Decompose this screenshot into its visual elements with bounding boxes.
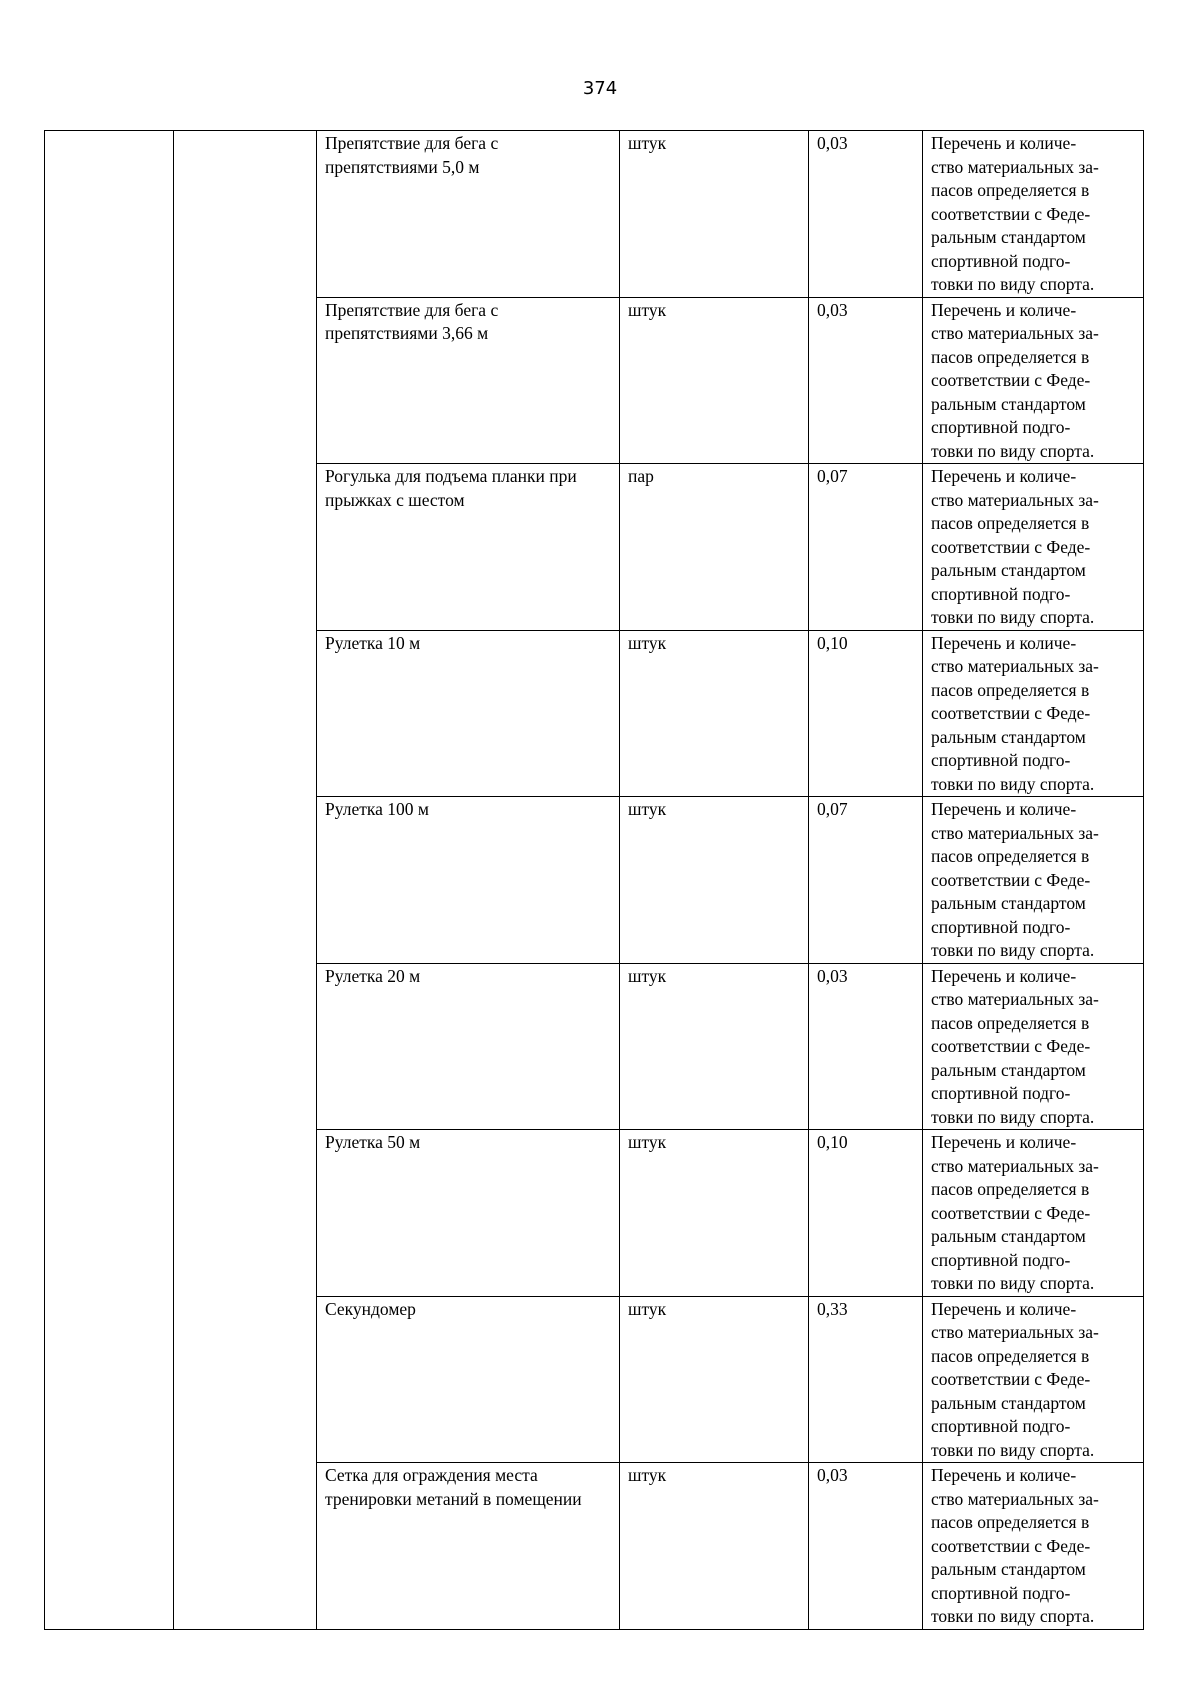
note-line: ство материальных за- xyxy=(931,1322,1099,1342)
empty-cell-section xyxy=(45,797,174,964)
note-cell xyxy=(923,630,1144,797)
unit-cell: штук xyxy=(620,963,809,1130)
note-line: соответствии с Феде- xyxy=(931,869,1091,890)
table-row xyxy=(45,1296,1144,1463)
note-line: соответствии с Феде- xyxy=(931,203,1091,224)
note-line: ральным стандартом xyxy=(931,1226,1086,1246)
empty-cell-subsection xyxy=(174,1463,317,1630)
note-line: ральным стандартом xyxy=(931,560,1086,580)
empty-cell-section xyxy=(45,963,174,1130)
page-number: 374 xyxy=(582,78,618,99)
note-cell xyxy=(923,1463,1144,1630)
note-cell xyxy=(923,797,1144,964)
note-line: ральным стандартом xyxy=(931,393,1086,414)
note-text xyxy=(931,299,1135,464)
unit-cell: штук xyxy=(620,1130,809,1297)
note-line: пасов определяется в xyxy=(931,1012,1090,1033)
note-line: Перечень и количе- xyxy=(931,799,1077,819)
quantity-cell: 0,07 xyxy=(809,464,923,631)
table-row xyxy=(45,797,1144,964)
note-line: пасов определяется в xyxy=(931,1179,1090,1199)
inventory-table xyxy=(44,130,1144,1630)
table-row xyxy=(45,464,1144,631)
note-line: ство материальных за- xyxy=(931,1488,1099,1509)
note-line: ральным стандартом xyxy=(931,1392,1086,1413)
note-line: ство материальных за- xyxy=(931,1155,1099,1176)
note-line: ство материальных за- xyxy=(931,656,1099,676)
note-text xyxy=(931,798,1135,963)
unit-cell: пар xyxy=(620,464,809,631)
note-line: пасов определяется в xyxy=(931,513,1090,533)
note-line: ральным стандартом xyxy=(931,893,1086,913)
note-line: Перечень и количе- xyxy=(931,466,1077,486)
note-line: Перечень и количе- xyxy=(931,1298,1077,1319)
table-row xyxy=(45,1463,1144,1630)
note-cell xyxy=(923,963,1144,1130)
note-cell xyxy=(923,1130,1144,1297)
unit-cell: штук xyxy=(620,797,809,964)
note-text xyxy=(931,1131,1135,1296)
item-name-cell: Препятствие для бега с препятствиями 3,66 м xyxy=(317,297,620,464)
empty-cell-section xyxy=(45,1463,174,1630)
note-line: ство материальных за- xyxy=(931,822,1099,843)
quantity-cell: 0,10 xyxy=(809,1130,923,1297)
empty-cell-section xyxy=(45,1296,174,1463)
unit-cell: штук xyxy=(620,297,809,464)
note-line: спортивной подго- xyxy=(931,1249,1071,1270)
note-line: Перечень и количе- xyxy=(931,965,1077,986)
item-name-cell: Препятствие для бега с препятствиями 5,0 м xyxy=(317,131,620,298)
quantity-cell: 0,33 xyxy=(809,1296,923,1463)
empty-cell-section xyxy=(45,630,174,797)
empty-cell-section xyxy=(45,297,174,464)
note-line: спортивной подго- xyxy=(931,1582,1071,1603)
note-line: спортивной подго- xyxy=(931,250,1071,271)
empty-cell-subsection xyxy=(174,1130,317,1297)
note-line: товки по виду спорта. xyxy=(931,773,1095,794)
note-line: товки по виду спорта. xyxy=(931,1106,1095,1127)
note-line: спортивной подго- xyxy=(931,417,1071,437)
note-text xyxy=(931,1298,1135,1463)
empty-cell-section xyxy=(45,1130,174,1297)
empty-cell-subsection xyxy=(174,1296,317,1463)
note-line: соответствии с Феде- xyxy=(931,1535,1091,1556)
table-row xyxy=(45,630,1144,797)
note-line: соответствии с Феде- xyxy=(931,1202,1091,1223)
unit-cell: штук xyxy=(620,630,809,797)
note-line: ство материальных за- xyxy=(931,323,1099,343)
note-cell xyxy=(923,464,1144,631)
note-line: пасов определяется в xyxy=(931,679,1090,700)
quantity-cell: 0,10 xyxy=(809,630,923,797)
note-line: пасов определяется в xyxy=(931,1512,1090,1532)
note-text xyxy=(931,965,1135,1130)
empty-cell-subsection xyxy=(174,630,317,797)
note-line: товки по виду спорта. xyxy=(931,607,1095,627)
note-line: спортивной подго- xyxy=(931,583,1071,604)
note-line: спортивной подго- xyxy=(931,750,1071,770)
note-text xyxy=(931,132,1135,297)
empty-cell-subsection xyxy=(174,297,317,464)
empty-cell-subsection xyxy=(174,797,317,964)
unit-cell: штук xyxy=(620,131,809,298)
note-line: ральным стандартом xyxy=(931,227,1086,247)
note-line: соответствии с Феде- xyxy=(931,1369,1091,1389)
note-text xyxy=(931,465,1135,630)
note-line: Перечень и количе- xyxy=(931,1465,1077,1485)
unit-cell: штук xyxy=(620,1296,809,1463)
table-row xyxy=(45,131,1144,298)
unit-cell: штук xyxy=(620,1463,809,1630)
note-line: спортивной подго- xyxy=(931,1416,1071,1436)
note-cell xyxy=(923,1296,1144,1463)
note-line: ральным стандартом xyxy=(931,726,1086,747)
note-line: ральным стандартом xyxy=(931,1059,1086,1080)
note-line: пасов определяется в xyxy=(931,346,1090,367)
note-line: ство материальных за- xyxy=(931,989,1099,1009)
note-line: соответствии с Феде- xyxy=(931,536,1091,557)
note-line: Перечень и количе- xyxy=(931,1132,1077,1152)
note-line: ство материальных за- xyxy=(931,156,1099,177)
item-name-cell: Рулетка 20 м xyxy=(317,963,620,1130)
note-line: товки по виду спорта. xyxy=(931,1273,1095,1293)
item-name-cell: Рулетка 10 м xyxy=(317,630,620,797)
item-name-cell: Рулетка 50 м xyxy=(317,1130,620,1297)
empty-cell-section xyxy=(45,131,174,298)
note-line: соответствии с Феде- xyxy=(931,703,1091,723)
quantity-cell: 0,03 xyxy=(809,963,923,1130)
quantity-cell: 0,03 xyxy=(809,131,923,298)
note-cell xyxy=(923,131,1144,298)
note-line: ство материальных за- xyxy=(931,489,1099,510)
table-row xyxy=(45,1130,1144,1297)
quantity-cell: 0,03 xyxy=(809,1463,923,1630)
table-row xyxy=(45,963,1144,1130)
note-line: соответствии с Феде- xyxy=(931,370,1091,390)
note-line: Перечень и количе- xyxy=(931,299,1077,320)
note-line: товки по виду спорта. xyxy=(931,1606,1095,1626)
item-name-cell: Рулетка 100 м xyxy=(317,797,620,964)
quantity-cell: 0,07 xyxy=(809,797,923,964)
note-line: товки по виду спорта. xyxy=(931,940,1095,960)
table-row xyxy=(45,297,1144,464)
note-line: соответствии с Феде- xyxy=(931,1036,1091,1056)
empty-cell-subsection xyxy=(174,464,317,631)
note-text xyxy=(931,632,1135,797)
note-line: Перечень и количе- xyxy=(931,632,1077,653)
note-text xyxy=(931,1464,1135,1629)
item-name-cell: Секундомер xyxy=(317,1296,620,1463)
note-line: спортивной подго- xyxy=(931,1083,1071,1103)
quantity-cell: 0,03 xyxy=(809,297,923,464)
note-line: товки по виду спорта. xyxy=(931,274,1095,294)
note-line: товки по виду спорта. xyxy=(931,440,1095,461)
item-name-cell: Рогулька для подъема планки при прыжках с шестом xyxy=(317,464,620,631)
note-line: ральным стандартом xyxy=(931,1559,1086,1579)
empty-cell-subsection xyxy=(174,131,317,298)
item-name-cell: Сетка для ограждения места тренировки метаний в помещении xyxy=(317,1463,620,1630)
empty-cell-section xyxy=(45,464,174,631)
note-line: пасов определяется в xyxy=(931,846,1090,866)
note-line: пасов определяется в xyxy=(931,1345,1090,1366)
note-line: товки по виду спорта. xyxy=(931,1439,1095,1460)
note-line: пасов определяется в xyxy=(931,180,1090,200)
note-line: Перечень и количе- xyxy=(931,133,1077,153)
empty-cell-subsection xyxy=(174,963,317,1130)
note-line: спортивной подго- xyxy=(931,916,1071,937)
note-cell xyxy=(923,297,1144,464)
